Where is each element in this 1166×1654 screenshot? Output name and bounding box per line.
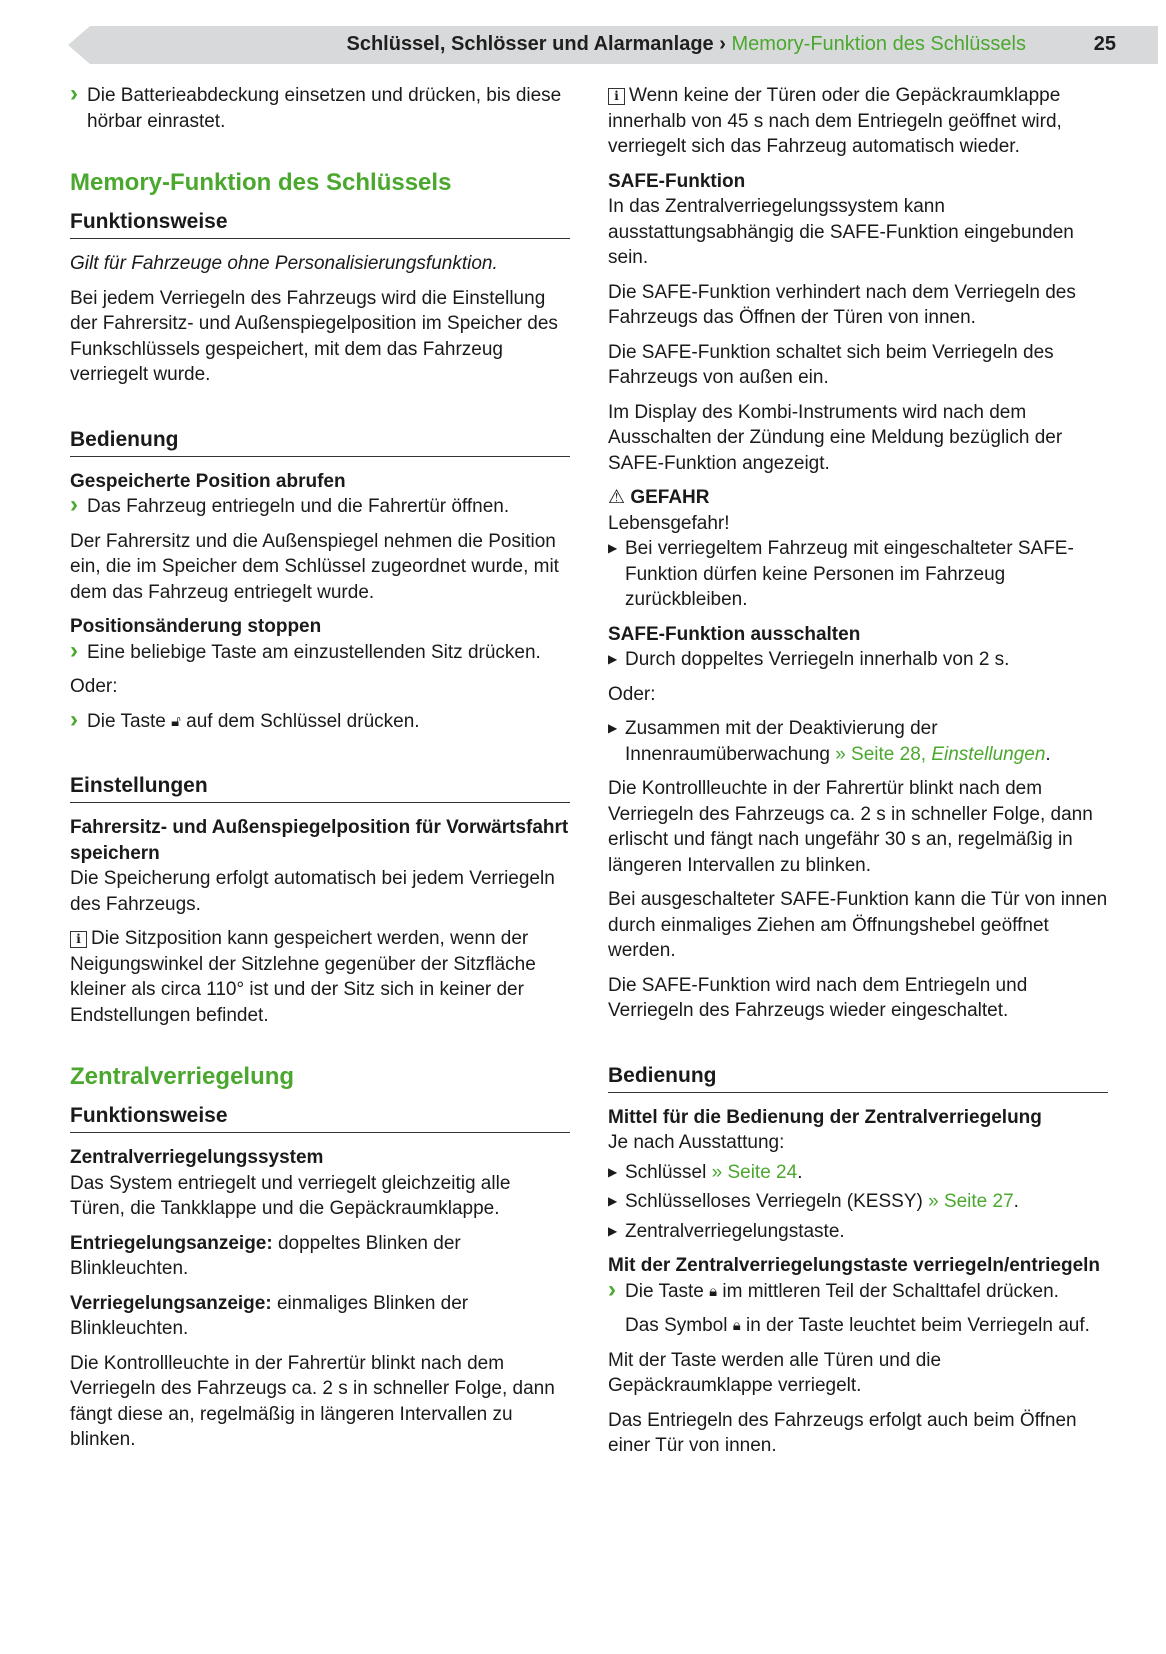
heading-taste: Mit der Zentralverriegelungstaste verriegeln/entriegeln: [608, 1255, 1101, 1276]
danger-item: ▶ Bei verriegeltem Fahrzeug mit eingeschalteter SAFE-Funktion dürfen keine Personen im Fahrzeug zurückbleiben.: [608, 536, 1108, 613]
lock-icon: 🔒︎: [732, 1317, 741, 1334]
symbol-note-a: Das Symbol: [625, 1315, 728, 1336]
danger-label: GEFAHR: [630, 487, 710, 508]
info-icon: i: [70, 931, 87, 948]
alle-tueren-description: Mit der Taste werden alle Türen und die Gepäckraumklappe verriegelt.: [608, 1349, 942, 1396]
safe-off-description: Bei ausgeschalteter SAFE-Funktion kann die Tür von innen durch einmaliges Ziehen am Öffnungshebel geöffnet werden.: [608, 889, 1108, 961]
step-taste: [608, 1279, 1108, 1305]
unlock-icon: 🔓︎: [171, 712, 181, 730]
header-breadcrumb: [346, 33, 1026, 56]
heading-safe-aus: SAFE-Funktion ausschalten: [608, 623, 861, 645]
safe-aus-item-2-text: Zusammen mit der Deaktivierung der Innenraumüberwachung: [625, 718, 938, 765]
safe-p4: Im Display des Kombi-Instruments wird nach dem Ausschalten der Zündung eine Meldung bezüglich der SAFE-Funktion angezeigt.: [608, 401, 1063, 474]
mittel-sub: Je nach Ausstattung:: [608, 1132, 785, 1153]
step-abrufen: › Das Fahrzeug entriegeln und die Fahrertür öffnen.: [70, 494, 570, 520]
heading-funktionsweise-2: Funktionsweise: [70, 1102, 570, 1133]
symbol-note-b: in der Taste leuchtet beim Verriegeln auf.: [745, 1315, 1090, 1336]
safe-reenable-description: Die SAFE-Funktion wird nach dem Entriegeln und Verriegeln des Fahrzeugs wieder eingeschaltet.: [608, 974, 1028, 1021]
mittel-item-1-text: Schlüssel: [625, 1161, 707, 1183]
heading-zvs: Zentralverriegelungssystem: [70, 1147, 324, 1168]
auto-lock-text: Wenn keine der Türen oder die Gepäckraumklappe innerhalb von 45 s nach dem Entriegeln geöffnet wird, verriegelt sich das Fahrzeug automatisch wieder.: [608, 85, 1062, 157]
left-column: [70, 83, 570, 1462]
safe-aus-item-1: ▶ Durch doppeltes Verriegeln innerhalb von 2 s.: [608, 647, 1108, 673]
heading-abrufen: Gespeicherte Position abrufen: [70, 470, 346, 492]
entriegelung-anzeige: [70, 1231, 570, 1282]
memory-description: Bei jedem Verriegeln des Fahrzeugs wird die Einstellung der Fahrersitz- und Außenspiegelposition im Speicher des Funkschlüssels gespeichert, mit dem das Fahrzeug verriegelt wurde.: [70, 287, 558, 385]
entr-label: Entriegelungsanzeige:: [70, 1232, 273, 1254]
verr-label: Verriegelungsanzeige:: [70, 1292, 272, 1314]
safe-aus-item-2: ▶ Zusammen mit der Deaktivierung der Innenraumüberwachung » Seite 28, Einstellungen.: [608, 716, 1108, 767]
step-key-button: [70, 709, 570, 735]
mittel-item-2-text: Schlüsselloses Verriegeln (KESSY): [625, 1191, 923, 1212]
zvs-description: Das System entriegelt und verriegelt gleichzeitig alle Türen, die Tankklappe und die Gepäckraumklappe.: [70, 1172, 511, 1219]
symbol-note: [608, 1313, 1108, 1339]
mittel-item-1: ▶ Schlüssel » Seite 24.: [608, 1160, 1108, 1186]
verriegelung-anzeige: [70, 1291, 570, 1342]
warning-icon: ⚠: [608, 487, 626, 508]
right-column: [608, 83, 1108, 1468]
info-icon: i: [608, 88, 625, 105]
step-taste-text-a: Die Taste: [625, 1280, 704, 1302]
link-einstellungen[interactable]: Einstellungen: [931, 743, 1046, 765]
abrufen-description: Der Fahrersitz und die Außenspiegel nehmen die Position ein, die im Speicher dem Schlüssel zugeordnet wurde, mit dem das Fahrzeug entriegelt wurde.: [70, 530, 559, 603]
step-key-text-a: Die Taste: [87, 710, 166, 732]
page-number: 25: [1093, 33, 1116, 55]
sitz-info-text: Die Sitzposition kann gespeichert werden, wenn der Neigungswinkel der Sitzlehne gegenüber der Sitzfläche kleiner als circa 110° ist und der Sitz sich in keiner der Endstellungen befindet.: [70, 928, 536, 1026]
header-subsection: Memory-Funktion des Schlüssels: [731, 33, 1026, 55]
header-section: Schlüssel, Schlösser und Alarmanlage ›: [346, 33, 726, 55]
step-battery: › Die Batterieabdeckung einsetzen und drücken, bis diese hörbar einrastet.: [70, 83, 570, 134]
oder-text-1: Oder:: [70, 676, 118, 697]
speichern-description: Die Speicherung erfolgt automatisch bei jedem Verriegeln des Fahrzeugs.: [70, 868, 555, 915]
heading-bedienung-1: Bedienung: [70, 426, 570, 457]
sitz-info: [70, 926, 570, 1028]
heading-mittel: Mittel für die Bedienung der Zentralverriegelung: [608, 1106, 1042, 1128]
lock-icon: 🔒︎: [709, 1282, 718, 1300]
safe-p3: Die SAFE-Funktion schaltet sich beim Verriegeln des Fahrzeugs von außen ein.: [608, 341, 1054, 388]
link-seite-24[interactable]: » Seite 24: [711, 1161, 798, 1183]
step-stoppen: › Eine beliebige Taste am einzustellenden Sitz drücken.: [70, 640, 570, 666]
auto-lock-info: [608, 83, 1108, 160]
danger-heading: [608, 485, 1108, 511]
heading-stoppen: Positionsänderung stoppen: [70, 616, 322, 637]
heading-bedienung-2: Bedienung: [608, 1062, 1108, 1093]
heading-zentralverriegelung: Zentralverriegelung: [70, 1063, 295, 1090]
lebensgefahr: Lebensgefahr!: [608, 512, 730, 534]
verr-text: einmaliges Blinken der Blinkleuchten.: [70, 1292, 469, 1339]
mittel-item-3: ▶ Zentralverriegelungstaste.: [608, 1219, 1108, 1245]
step-key-text-b: auf dem Schlüssel drücken.: [186, 710, 420, 732]
heading-funktionsweise-1: Funktionsweise: [70, 208, 570, 239]
kontroll-description-left: Die Kontrollleuchte in der Fahrertür blinkt nach dem Verriegeln des Fahrzeugs ca. 2 s in schneller Folge, dann fängt diese an, regelmäßig in längeren Intervallen zu blinken.: [70, 1352, 555, 1450]
heading-einstellungen: Einstellungen: [70, 772, 570, 803]
safe-p1: In das Zentralverriegelungssystem kann ausstattungsabhängig die SAFE-Funktion eingebunden sein.: [608, 196, 1074, 268]
link-seite-27[interactable]: » Seite 27: [928, 1191, 1014, 1212]
kontroll-description-right: Die Kontrollleuchte in der Fahrertür blinkt nach dem Verriegeln des Fahrzeugs ca. 2 s in schneller Folge, dann erlischt und fängt nach ungefähr 30 s an, regelmäßig in längeren Intervallen zu blinken.: [608, 778, 1093, 876]
safe-p2: Die SAFE-Funktion verhindert nach dem Verriegeln des Fahrzeugs das Öffnen der Türen von innen.: [608, 281, 1076, 328]
mittel-item-2: ▶ Schlüsselloses Verriegeln (KESSY) » Seite 27.: [608, 1189, 1108, 1215]
heading-memory: Memory-Funktion des Schlüssels: [70, 169, 452, 196]
heading-speichern: Fahrersitz- und Außenspiegelposition für Vorwärtsfahrt speichern: [70, 817, 569, 864]
innen-description: Das Entriegeln des Fahrzeugs erfolgt auch beim Öffnen einer Tür von innen.: [608, 1409, 1077, 1456]
applies-note: Gilt für Fahrzeuge ohne Personalisierungsfunktion.: [70, 253, 498, 274]
oder-text-2: Oder:: [608, 683, 656, 705]
heading-safe: SAFE-Funktion: [608, 170, 746, 192]
link-seite-28[interactable]: » Seite 28,: [835, 743, 927, 765]
step-taste-text-b: im mittleren Teil der Schalttafel drücken.: [722, 1280, 1059, 1302]
entr-text: doppeltes Blinken der Blinkleuchten.: [70, 1232, 461, 1279]
